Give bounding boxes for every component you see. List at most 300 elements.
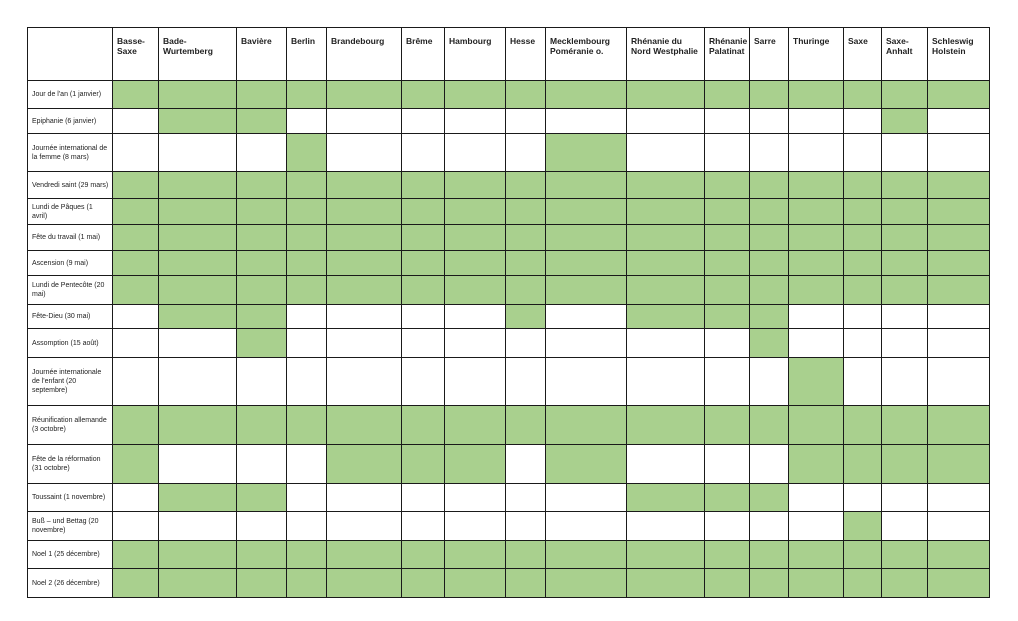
holiday-cell — [506, 225, 546, 251]
workday-cell — [627, 134, 705, 172]
column-header: Saxe-Anhalt — [882, 28, 928, 81]
workday-cell — [445, 358, 506, 406]
holiday-cell — [705, 199, 750, 225]
workday-cell — [402, 329, 445, 358]
holiday-cell — [327, 251, 402, 276]
table-row — [28, 512, 990, 541]
holiday-cell — [844, 225, 882, 251]
table-row — [28, 569, 990, 598]
holiday-cell — [327, 81, 402, 109]
workday-cell — [546, 358, 627, 406]
workday-cell — [844, 305, 882, 329]
holiday-cell — [402, 569, 445, 598]
column-header: Saxe — [844, 28, 882, 81]
table-row — [28, 541, 990, 569]
row-label: Fête de la réformation (31 octobre) — [28, 445, 113, 484]
holiday-cell — [546, 406, 627, 445]
holiday-cell — [789, 199, 844, 225]
holiday-cell — [237, 109, 287, 134]
holiday-cell — [705, 276, 750, 305]
row-label: Noel 2 (26 décembre) — [28, 569, 113, 598]
workday-cell — [287, 512, 327, 541]
workday-cell — [327, 484, 402, 512]
workday-cell — [882, 305, 928, 329]
workday-cell — [928, 358, 990, 406]
holiday-cell — [237, 541, 287, 569]
holiday-cell — [789, 569, 844, 598]
holiday-cell — [159, 81, 237, 109]
holiday-cell — [327, 225, 402, 251]
holiday-cell — [928, 172, 990, 199]
holiday-cell — [506, 276, 546, 305]
holiday-table — [27, 27, 990, 598]
holiday-cell — [159, 484, 237, 512]
holiday-cell — [159, 199, 237, 225]
holiday-cell — [882, 109, 928, 134]
workday-cell — [445, 109, 506, 134]
workday-cell — [445, 329, 506, 358]
holiday-cell — [506, 541, 546, 569]
row-label: Noel 1 (25 décembre) — [28, 541, 113, 569]
holiday-cell — [113, 569, 159, 598]
workday-cell — [627, 445, 705, 484]
workday-cell — [928, 109, 990, 134]
holiday-cell — [506, 172, 546, 199]
holiday-cell — [546, 541, 627, 569]
holiday-cell — [789, 251, 844, 276]
table-row — [28, 358, 990, 406]
holiday-cell — [287, 199, 327, 225]
holiday-cell — [882, 541, 928, 569]
holiday-cell — [159, 109, 237, 134]
workday-cell — [506, 358, 546, 406]
holiday-cell — [844, 445, 882, 484]
table-row — [28, 406, 990, 445]
column-header: Schleswig Holstein — [928, 28, 990, 81]
holiday-cell — [402, 225, 445, 251]
holiday-cell — [789, 406, 844, 445]
holiday-cell — [627, 276, 705, 305]
holiday-cell — [627, 305, 705, 329]
table-row — [28, 225, 990, 251]
holiday-cell — [237, 276, 287, 305]
workday-cell — [627, 329, 705, 358]
row-label: Ascension (9 mai) — [28, 251, 113, 276]
holiday-cell — [159, 406, 237, 445]
holiday-cell — [327, 406, 402, 445]
workday-cell — [506, 512, 546, 541]
row-label: Toussaint (1 novembre) — [28, 484, 113, 512]
holiday-cell — [844, 199, 882, 225]
holiday-cell — [750, 225, 789, 251]
workday-cell — [159, 329, 237, 358]
holiday-cell — [627, 225, 705, 251]
column-header: Rhénanie Palatinat — [705, 28, 750, 81]
table-row — [28, 276, 990, 305]
holiday-cell — [402, 251, 445, 276]
workday-cell — [844, 109, 882, 134]
workday-cell — [882, 358, 928, 406]
holiday-cell — [789, 225, 844, 251]
holiday-cell — [506, 406, 546, 445]
workday-cell — [506, 109, 546, 134]
holiday-cell — [506, 81, 546, 109]
workday-cell — [402, 134, 445, 172]
holiday-cell — [445, 541, 506, 569]
holiday-cell — [705, 569, 750, 598]
holiday-cell — [287, 541, 327, 569]
row-label: Réunification allemande (3 octobre) — [28, 406, 113, 445]
workday-cell — [627, 358, 705, 406]
workday-cell — [789, 134, 844, 172]
holiday-cell — [627, 81, 705, 109]
column-header: Thuringe — [789, 28, 844, 81]
holiday-cell — [750, 276, 789, 305]
holiday-cell — [506, 199, 546, 225]
holiday-cell — [287, 81, 327, 109]
holiday-cell — [705, 81, 750, 109]
workday-cell — [327, 134, 402, 172]
holiday-cell — [546, 172, 627, 199]
holiday-cell — [789, 358, 844, 406]
table-row — [28, 172, 990, 199]
workday-cell — [287, 305, 327, 329]
holiday-cell — [113, 406, 159, 445]
row-label: Fête-Dieu (30 mai) — [28, 305, 113, 329]
workday-cell — [402, 305, 445, 329]
workday-cell — [287, 358, 327, 406]
holiday-cell — [546, 276, 627, 305]
workday-cell — [402, 358, 445, 406]
workday-cell — [928, 329, 990, 358]
table-row — [28, 134, 990, 172]
workday-cell — [113, 512, 159, 541]
workday-cell — [159, 134, 237, 172]
row-label: Buß – und Bettag (20 novembre) — [28, 512, 113, 541]
holiday-cell — [928, 81, 990, 109]
row-label: Journée internationale de l'enfant (20 septembre) — [28, 358, 113, 406]
holiday-cell — [882, 81, 928, 109]
workday-cell — [237, 445, 287, 484]
holiday-cell — [159, 225, 237, 251]
holiday-cell — [705, 406, 750, 445]
holiday-cell — [705, 251, 750, 276]
column-header: Berlin — [287, 28, 327, 81]
row-label: Lundi de Pentecôte (20 mai) — [28, 276, 113, 305]
workday-cell — [844, 134, 882, 172]
holiday-cell — [402, 199, 445, 225]
table-row — [28, 81, 990, 109]
workday-cell — [789, 109, 844, 134]
holiday-cell — [882, 172, 928, 199]
holiday-cell — [844, 512, 882, 541]
workday-cell — [844, 329, 882, 358]
holiday-cell — [402, 81, 445, 109]
holiday-cell — [546, 199, 627, 225]
workday-cell — [402, 109, 445, 134]
holiday-cell — [627, 172, 705, 199]
holiday-cell — [928, 541, 990, 569]
holiday-cell — [159, 172, 237, 199]
holiday-cell — [844, 81, 882, 109]
holiday-cell — [445, 172, 506, 199]
holiday-cell — [705, 305, 750, 329]
holiday-cell — [402, 541, 445, 569]
table-row — [28, 109, 990, 134]
row-label: Lundi de Pâques (1 avril) — [28, 199, 113, 225]
holiday-cell — [705, 225, 750, 251]
holiday-cell — [237, 81, 287, 109]
holiday-cell — [445, 276, 506, 305]
workday-cell — [750, 134, 789, 172]
workday-cell — [327, 512, 402, 541]
workday-cell — [113, 329, 159, 358]
workday-cell — [237, 134, 287, 172]
holiday-cell — [789, 276, 844, 305]
workday-cell — [113, 305, 159, 329]
table-row — [28, 445, 990, 484]
workday-cell — [750, 358, 789, 406]
workday-cell — [506, 329, 546, 358]
holiday-cell — [402, 276, 445, 305]
table-row — [28, 199, 990, 225]
workday-cell — [113, 134, 159, 172]
row-label: Jour de l'an (1 janvier) — [28, 81, 113, 109]
holiday-cell — [237, 569, 287, 598]
table-row — [28, 484, 990, 512]
workday-cell — [627, 512, 705, 541]
column-header: Hambourg — [445, 28, 506, 81]
holiday-cell — [445, 81, 506, 109]
holiday-cell — [750, 81, 789, 109]
workday-cell — [546, 329, 627, 358]
holiday-cell — [287, 569, 327, 598]
workday-cell — [159, 512, 237, 541]
row-label: Epiphanie (6 janvier) — [28, 109, 113, 134]
workday-cell — [506, 134, 546, 172]
holiday-cell — [844, 172, 882, 199]
holiday-cell — [750, 199, 789, 225]
column-header: Rhénanie du Nord Westphalie — [627, 28, 705, 81]
table-row — [28, 305, 990, 329]
holiday-cell — [113, 225, 159, 251]
workday-cell — [159, 445, 237, 484]
holiday-cell — [546, 569, 627, 598]
workday-cell — [113, 484, 159, 512]
holiday-cell — [546, 445, 627, 484]
holiday-cell — [113, 276, 159, 305]
holiday-cell — [844, 406, 882, 445]
header-row — [28, 28, 990, 81]
holiday-cell — [159, 541, 237, 569]
holiday-cell — [237, 225, 287, 251]
holiday-cell — [844, 251, 882, 276]
holiday-cell — [928, 569, 990, 598]
workday-cell — [789, 512, 844, 541]
workday-cell — [789, 484, 844, 512]
holiday-cell — [928, 251, 990, 276]
holiday-cell — [237, 406, 287, 445]
holiday-cell — [237, 251, 287, 276]
workday-cell — [113, 109, 159, 134]
holiday-cell — [627, 484, 705, 512]
workday-cell — [237, 358, 287, 406]
holiday-cell — [882, 225, 928, 251]
workday-cell — [546, 109, 627, 134]
holiday-cell — [789, 445, 844, 484]
holiday-cell — [882, 251, 928, 276]
holiday-cell — [113, 199, 159, 225]
workday-cell — [402, 512, 445, 541]
holiday-cell — [627, 569, 705, 598]
holiday-cell — [327, 199, 402, 225]
holiday-cell — [882, 276, 928, 305]
workday-cell — [445, 484, 506, 512]
workday-cell — [705, 109, 750, 134]
workday-cell — [327, 329, 402, 358]
workday-cell — [627, 109, 705, 134]
holiday-cell — [844, 541, 882, 569]
holiday-cell — [327, 276, 402, 305]
holiday-cell — [237, 199, 287, 225]
holiday-cell — [159, 251, 237, 276]
workday-cell — [750, 109, 789, 134]
workday-cell — [844, 484, 882, 512]
workday-cell — [327, 109, 402, 134]
holiday-cell — [445, 199, 506, 225]
holiday-cell — [546, 251, 627, 276]
row-label: Journée international de la femme (8 mars) — [28, 134, 113, 172]
workday-cell — [705, 358, 750, 406]
holiday-cell — [113, 251, 159, 276]
workday-cell — [402, 484, 445, 512]
column-header: Mecklembourg Poméranie o. — [546, 28, 627, 81]
workday-cell — [237, 512, 287, 541]
holiday-cell — [750, 406, 789, 445]
holiday-cell — [627, 199, 705, 225]
holiday-cell — [287, 251, 327, 276]
holiday-cell — [928, 276, 990, 305]
workday-cell — [928, 512, 990, 541]
holiday-cell — [928, 199, 990, 225]
holiday-cell — [445, 406, 506, 445]
workday-cell — [705, 445, 750, 484]
holiday-cell — [287, 406, 327, 445]
workday-cell — [882, 134, 928, 172]
row-label: Assomption (15 août) — [28, 329, 113, 358]
holiday-cell — [327, 541, 402, 569]
workday-cell — [789, 305, 844, 329]
column-header: Bade-Wurtemberg — [159, 28, 237, 81]
holiday-cell — [546, 225, 627, 251]
holiday-cell — [113, 541, 159, 569]
workday-cell — [882, 512, 928, 541]
holiday-cell — [237, 484, 287, 512]
workday-cell — [445, 512, 506, 541]
holiday-cell — [750, 251, 789, 276]
holiday-cell — [705, 484, 750, 512]
holiday-cell — [882, 569, 928, 598]
workday-cell — [882, 329, 928, 358]
holiday-cell — [750, 305, 789, 329]
holiday-cell — [237, 305, 287, 329]
holiday-cell — [327, 172, 402, 199]
holiday-cell — [750, 172, 789, 199]
workday-cell — [287, 329, 327, 358]
workday-cell — [750, 512, 789, 541]
holiday-cell — [506, 305, 546, 329]
row-label: Vendredi saint (29 mars) — [28, 172, 113, 199]
workday-cell — [705, 134, 750, 172]
row-label: Fête du travail (1 mai) — [28, 225, 113, 251]
column-header: Basse-Saxe — [113, 28, 159, 81]
workday-cell — [506, 445, 546, 484]
holiday-cell — [627, 541, 705, 569]
holiday-cell — [882, 445, 928, 484]
table-row — [28, 329, 990, 358]
holiday-cell — [113, 81, 159, 109]
holiday-cell — [750, 484, 789, 512]
workday-cell — [844, 358, 882, 406]
workday-cell — [287, 445, 327, 484]
column-header: Brême — [402, 28, 445, 81]
holiday-cell — [159, 569, 237, 598]
holiday-cell — [159, 276, 237, 305]
table-row — [28, 251, 990, 276]
holiday-cell — [789, 81, 844, 109]
holiday-cell — [327, 445, 402, 484]
holiday-cell — [287, 134, 327, 172]
holiday-cell — [402, 172, 445, 199]
column-header: Sarre — [750, 28, 789, 81]
holiday-cell — [928, 225, 990, 251]
holiday-cell — [789, 541, 844, 569]
holiday-cell — [237, 329, 287, 358]
workday-cell — [789, 329, 844, 358]
holiday-cell — [844, 276, 882, 305]
workday-cell — [445, 305, 506, 329]
holiday-cell — [113, 172, 159, 199]
holiday-cell — [506, 251, 546, 276]
workday-cell — [287, 484, 327, 512]
workday-cell — [546, 512, 627, 541]
workday-cell — [506, 484, 546, 512]
workday-cell — [327, 358, 402, 406]
holiday-cell — [750, 329, 789, 358]
holiday-cell — [445, 569, 506, 598]
workday-cell — [928, 484, 990, 512]
holiday-cell — [546, 134, 627, 172]
workday-cell — [705, 329, 750, 358]
holiday-cell — [882, 199, 928, 225]
holiday-cell — [159, 305, 237, 329]
holiday-cell — [445, 225, 506, 251]
holiday-cell — [546, 81, 627, 109]
workday-cell — [546, 484, 627, 512]
holiday-cell — [287, 225, 327, 251]
holiday-cell — [287, 276, 327, 305]
column-header: Hesse — [506, 28, 546, 81]
workday-cell — [113, 358, 159, 406]
workday-cell — [159, 358, 237, 406]
holiday-cell — [750, 541, 789, 569]
workday-cell — [287, 109, 327, 134]
holiday-cell — [844, 569, 882, 598]
holiday-cell — [627, 251, 705, 276]
holiday-cell — [928, 445, 990, 484]
holiday-cell — [506, 569, 546, 598]
holiday-cell — [287, 172, 327, 199]
